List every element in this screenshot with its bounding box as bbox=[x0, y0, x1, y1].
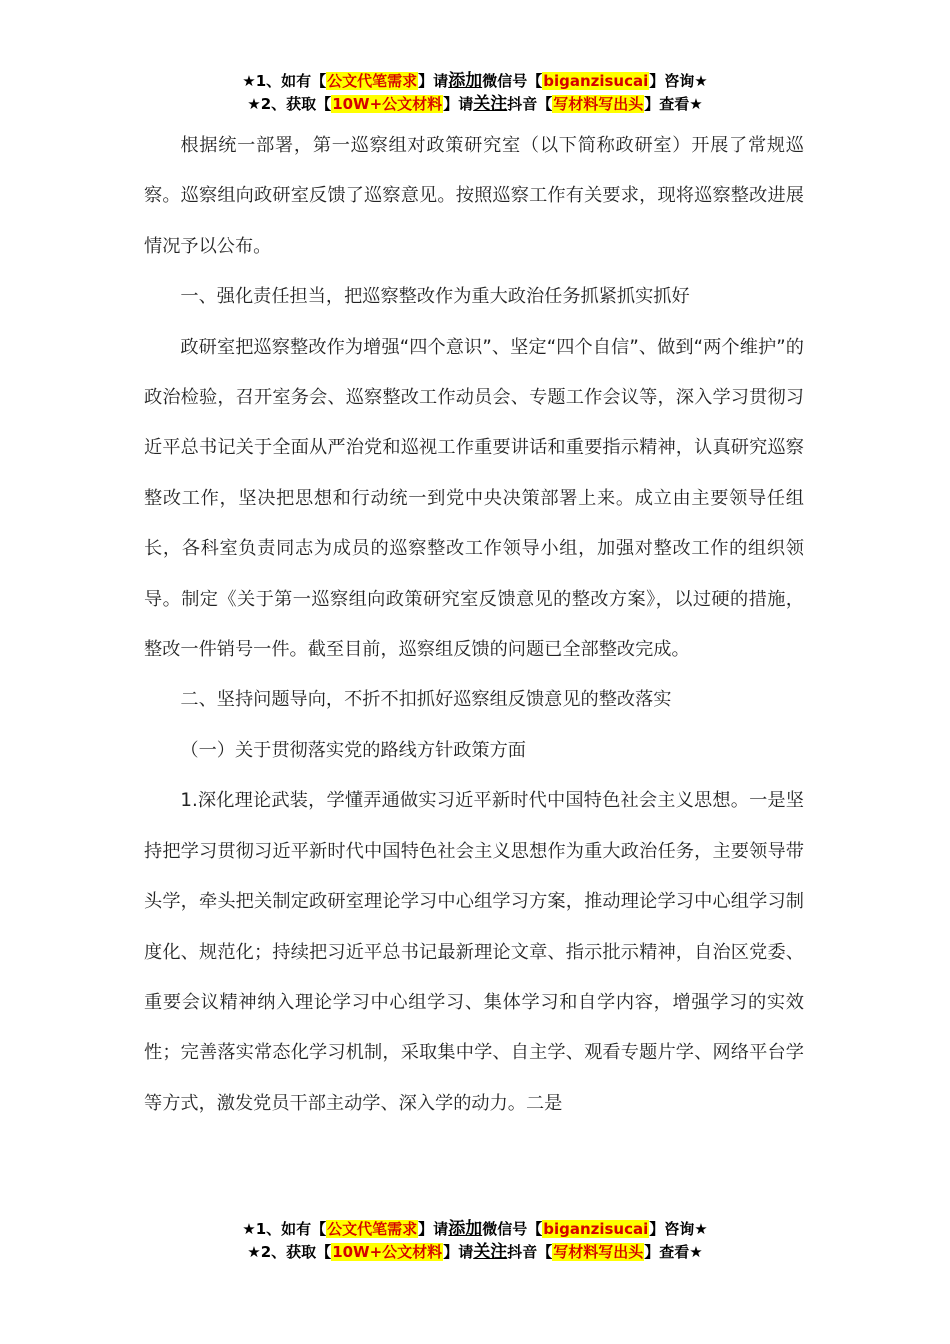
intro-paragraph: 根据统一部署，第一巡察组对政策研究室（以下简称政研室）开展了常规巡察。巡察组向政研室反馈了巡察意见。按照巡察工作有关要求，现将巡察整改进展情况予以公布。 bbox=[144, 135, 804, 257]
body-paragraph: 1.深化理论武装，学懂弄通做实习近平新时代中国特色社会主义思想。一是坚持把学习贯彻习近平新时代中国特色社会主义思想作为重大政治任务，主要领导带头学，牵头把关制定政研室理论学习中心组学习方案，推动理论学习中心组学习制度化、规范化；持续把习近平总书记最新理论文章、指示批示精神，自治区党委、重要会议精神纳入理论学习中心组学习、集体学习和自学内容，增强学习的实效性；完善落实常态化学习机制，采取集中学、自主学、观看专题片学、网络平台学等方式，激发党员干部主动学、深入学的动力。二是 bbox=[144, 790, 804, 1114]
promo-text: 】请 bbox=[418, 72, 449, 90]
promo-line-1 bbox=[0, 1218, 950, 1241]
promo-text: 微信号【 bbox=[482, 1220, 543, 1238]
promo-text: 抖音【 bbox=[507, 95, 553, 113]
promo-line-2 bbox=[0, 93, 950, 116]
document-body bbox=[144, 121, 804, 1129]
promo-emphasis: 关注 bbox=[473, 94, 508, 114]
section-heading-2: 二、坚持问题导向，不折不扣抓好巡察组反馈意见的整改落实 bbox=[180, 689, 672, 711]
section-heading-1: 一、强化责任担当，把巡察整改作为重大政治任务抓紧抓实抓好 bbox=[180, 286, 690, 308]
promo-banner-bottom bbox=[0, 1218, 950, 1264]
promo-highlight: biganzisucai bbox=[543, 72, 649, 90]
promo-highlight: 公文代笔需求 bbox=[327, 1220, 418, 1238]
promo-emphasis: 添加 bbox=[448, 71, 483, 91]
promo-text: 抖音【 bbox=[507, 1243, 553, 1261]
promo-text: 】请 bbox=[443, 1243, 474, 1261]
promo-highlight: 10W+公文材料 bbox=[332, 95, 443, 113]
body-paragraph: 政研室把巡察整改作为增强“四个意识”、坚定“四个自信”、做到“两个维护”的政治检验，召开室务会、巡察整改工作动员会、专题工作会议等，深入学习贯彻习近平总书记关于全面从严治党和巡视工作重要讲话和重要指示精神，认真研究巡察整改工作，坚决把思想和行动统一到党中央决策部署上来。成立由主要领导任组长，各科室负责同志为成员的巡察整改工作领导小组，加强对整改工作的组织领导。制定《关于第一巡察组向政策研究室反馈意见的整改方案》，以过硬的措施，整改一件销号一件。截至目前，巡察组反馈的问题已全部整改完成。 bbox=[144, 336, 804, 661]
promo-text: 】咨询★ bbox=[649, 1220, 708, 1238]
subsection-heading: （一）关于贯彻落实党的路线方针政策方面 bbox=[180, 739, 526, 761]
promo-highlight: 10W+公文材料 bbox=[332, 1243, 443, 1261]
promo-line-2 bbox=[0, 1241, 950, 1264]
promo-text: 】咨询★ bbox=[649, 72, 708, 90]
promo-text: 微信号【 bbox=[482, 72, 543, 90]
promo-text: 】请 bbox=[418, 1220, 449, 1238]
promo-text: 】请 bbox=[443, 95, 474, 113]
promo-highlight: 写材料写出头 bbox=[553, 1243, 644, 1261]
promo-emphasis: 添加 bbox=[448, 1219, 483, 1239]
promo-line-1 bbox=[0, 70, 950, 93]
promo-highlight: 写材料写出头 bbox=[553, 95, 644, 113]
promo-text: ★2、获取【 bbox=[247, 95, 332, 113]
promo-text: ★1、如有【 bbox=[242, 72, 327, 90]
promo-text: ★2、获取【 bbox=[247, 1243, 332, 1261]
promo-text: 】查看★ bbox=[644, 95, 703, 113]
promo-banner-top bbox=[0, 70, 950, 116]
promo-text: 】查看★ bbox=[644, 1243, 703, 1261]
promo-highlight: biganzisucai bbox=[543, 1220, 649, 1238]
promo-emphasis: 关注 bbox=[473, 1242, 508, 1262]
promo-text: ★1、如有【 bbox=[242, 1220, 327, 1238]
promo-highlight: 公文代笔需求 bbox=[327, 72, 418, 90]
